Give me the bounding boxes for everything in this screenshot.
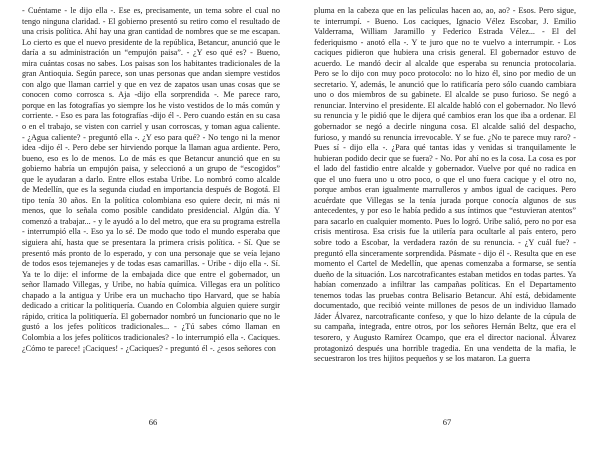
left-page-paragraph: - Cuéntame - le dijo ella -. Ese es, precisamente, un tema sobre el cual no tengo ninguna claridad. - El gobierno presentó su retiro como el resultado de una crisis política. Ahí hay una gran cantidad de nombres que se me escapan. Lo cierto es que el nuevo presidente de la república, Betancur, anunció que le daría a su administración un “empujón paisa”. - ¿Y eso qué es? - Bueno, mira cuántas cosas no sabes. Los paisas son los habitantes tradicionales de la gran Antioquia. Según parece, son unas personas que andan siempre vestidos con algo que llaman carriel y que en vez de zapatos usan unas cosas que se conocen como corrosca s. Aja -dijo ella sorprendida -. Me parece raro, porque en las fotografías yo siempre los he visto vestidos de lo más común y corriente. - Eso es para las fotografías -dijo él -. Pero cuando están en su casa o en el trabajo, se visten con carriel y usan corroscas, y toman agua caliente. - ¿Agua caliente? - preguntó ella -. ¿Y eso para qué? - No tengo ni la menor idea -dijo él -. Pero debe ser hirviendo porque la llaman agua ardiente. Pero, bueno, eso es lo de menos. Lo de más es que Betancur anunció que en su gobierno habría un empujón paisa, y seleccionó a un grupo de “escogidos” que le ayudaran a darlo. Entre ellos estaba Uribe. Lo nombró como alcalde de Medellín, que es la segunda ciudad en importancia después de Bogotá. El tipo tenía 30 años. En la política colombiana eso quiere decir, ni más ni menos, que lo señala como posible candidato presidencial. Algún día. Y comenzó a trabajar... - y le ayudó a lo del metro, que era su programa estrella - interrumpió ella -. Eso ya lo sé. De modo que todo el mundo esperaba que siguiera ahí, hasta que se presentara la primera crisis política. - Sí. Que se presentó más pronto de lo esperado, y con una personaje que se veía lejano de todos esos tejemanejes y de todas esas camarillas. - Uribe - dijo ella -. Sí. Ya te lo dije: el informe de la embajada dice que entre el gobernador, un señor llamado Villegas, y Uribe, no había química. Villegas era un político chapado a la antigua y Uribe era un muchacho tipo Harvard, que se había dedicado a criticar la politiquería. Cuando en Colombia alguien quiere surgir rápido, critica la politiquería. El gobernador nombró un funcionario que no le gustó a los jefes políticos tradicionales... - ¿Tú sabes cómo llaman en Colombia a los jefes políticos tradicionales? - lo interrumpió ella -. Caciques. ¿Cómo te parece! ¡Caciques! - ¿Caciques? - preguntó él -. ¿esos señores con (22, 6, 280, 353)
left-page-text (22, 6, 280, 354)
right-page-text (314, 6, 576, 365)
right-page-paragraph: pluma en la cabeza que en las películas hacen ao, ao, ao? - Esos. Pero sigue, te interrumpí. - Bueno. Los caciques, Ignacio Vélez Escobar, J. Emilio Valderrama, William Jaramillo y Federico Estrada Vélez... - El del federiquismo - anotó ella -. Y te juro que no te vuelvo a interrumpir. - Los caciques pidieron que hubiera una crisis general. El gobernador estuvo de acuerdo. Le mandó decir al alcalde que esperaba su renuncia protocolaria. Pero se lo dijo con muy poco protocolo: no lo hizo él, sino por medio de un secretario. Y, además, le anunció que lo ratificaría pero sólo cuando cambiara uno o dos miembros de su gabinete. El alcalde se puso furioso. Se negó a renunciar. Intervino el presidente. El alcalde habló con el gobernador. No llevó su renuncia y le pidió que le dijera qué cambios eran los que iba a ordenar. El gobernador se negó a decirle ninguna cosa. El alcalde salió del despacho, furioso, y mandó su renuncia irrevocable. Y se fue. ¿No te parece muy raro? - Pues sí - dijo ella -. ¿Para qué tantas idas y venidas si tranquilamente le hubieran podido decir que se fuera? - No. Por ahí no es la cosa. La cosa es por el lado del fastidio entre alcalde y gobernador. Vuelve por qué no radica en que el uno fuera uno u otro poco, o que el uno fuera cacique y el otro no, porque ambos eran igualmente marrulleros y ambos igual de caciques. Pero acuérdate que Villegas se la tenía jurada porque conocía algunos de sus antecedentes, y por eso le había pedido a sus íntimos que “estuvieran atentos” para sacarlo en cualquier momento. Pues lo logró. Uribe salió, pero no por esa crisis mentirosa. Esa crisis fue la utilería para ocultarle al país entero, pero sobre todo a Escobar, la verdadera razón de su renuncia. - ¿Y cuál fue? - preguntó ella sinceramente sorprendida. Pásmate - dijo él -. Resulta que en ese momento el Cartel de Medellín, que apenas comenzaba a formarse, se sentía dueño de la situación. Los narcotraficantes estaban metidos en todas partes. Ya habían comenzado a infiltrar las campañas políticas. En el Departamento tenemos todas las pruebas contra Belisario Betancur. Ahí está, debidamente documentado, que recibió veinte millones de pesos de un individuo llamado Jáder Álvarez, narcotraficante confeso, y que lo hizo delante de la cúpula de su campaña, integrada, entre otros, por los señores Hernán Beltz, que era el tesorero, y Augusto Ramírez Ocampo, que era el director nacional. Álvarez protagonizó después una horrible tragedia. En una vendetta de la mafia, le secuestraron los tres hijitos pequeños y se los mataron. La guerra (314, 6, 576, 364)
left-page-number: 66 (148, 417, 158, 427)
right-page-number: 67 (442, 417, 452, 427)
right-page (300, 0, 600, 450)
